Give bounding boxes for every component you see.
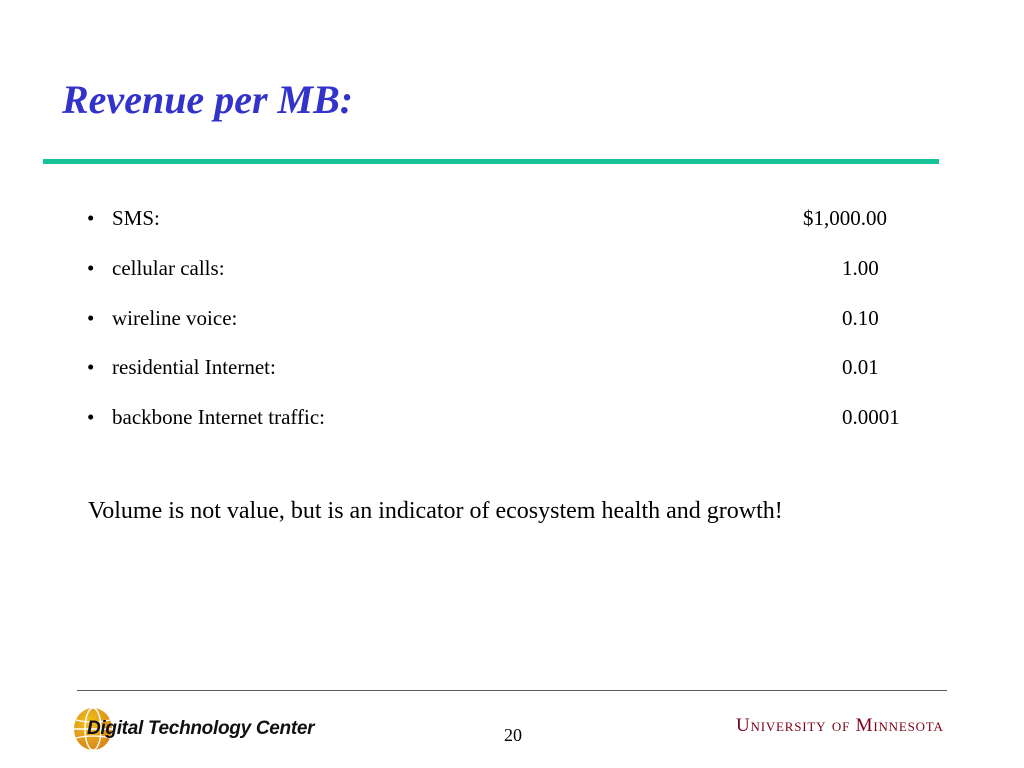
list-item (87, 303, 887, 333)
item-label: wireline voice: (112, 306, 238, 330)
list-item (87, 352, 887, 382)
item-value: 0.01 (842, 355, 879, 379)
dtc-logo (73, 706, 323, 752)
item-label: cellular calls: (112, 256, 225, 280)
bullet-glyph: • (87, 355, 95, 379)
item-value: 0.10 (842, 306, 879, 330)
bullet-glyph: • (87, 306, 95, 330)
item-value: $1,000.00 (803, 206, 887, 230)
item-label: SMS: (112, 206, 160, 230)
bullet-glyph: • (87, 405, 95, 429)
bullet-glyph: • (87, 206, 95, 230)
list-item (87, 203, 887, 233)
bullet-glyph: • (87, 256, 95, 280)
slide-title: Revenue per MB: (62, 77, 354, 122)
dtc-logo-text: Digital Technology Center (87, 718, 315, 739)
page-number: 20 (504, 725, 522, 745)
item-value: 0.0001 (842, 405, 900, 429)
list-item (87, 253, 887, 283)
footer-divider (77, 690, 947, 691)
closing-note: Volume is not value, but is an indicator of ecosystem health and growth! (88, 498, 783, 524)
item-label: backbone Internet traffic: (112, 405, 326, 429)
item-value: 1.00 (842, 256, 879, 280)
item-label: residential Internet: (112, 355, 276, 379)
umn-logo: University of Minnesota (736, 715, 944, 736)
list-item (87, 402, 927, 432)
